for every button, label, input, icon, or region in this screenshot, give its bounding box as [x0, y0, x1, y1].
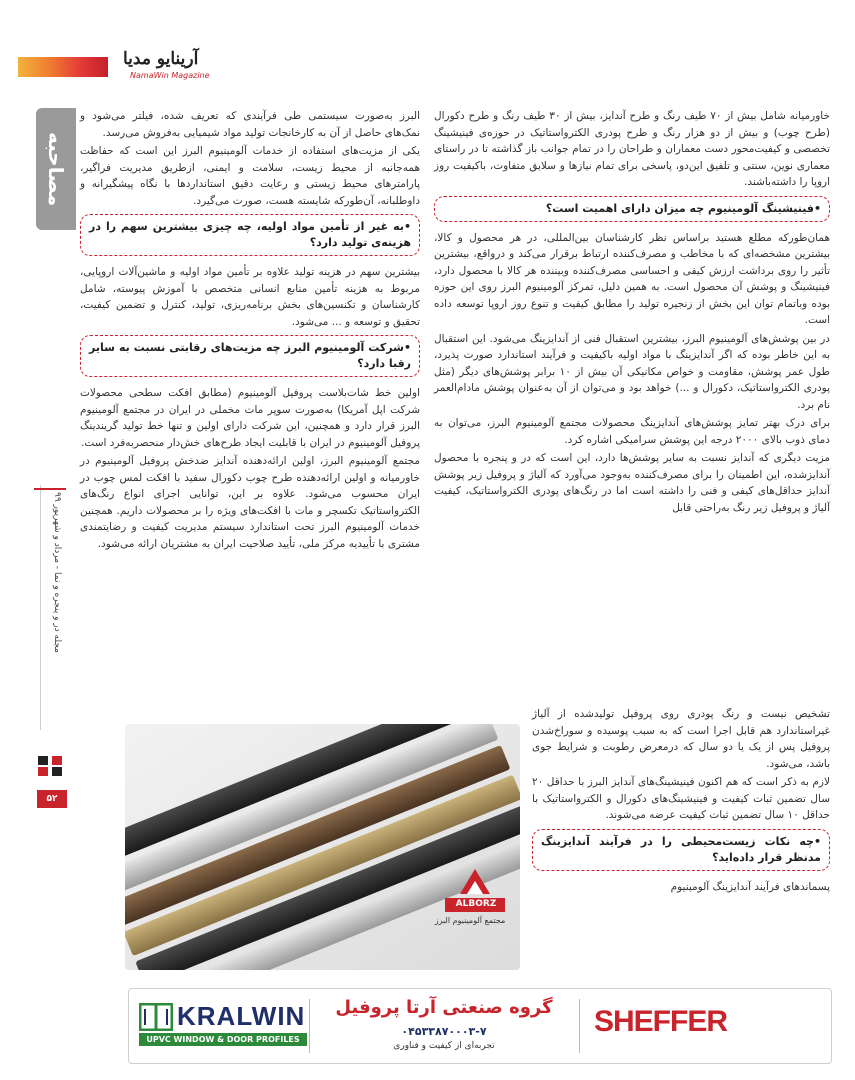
paragraph: البرز به‌صورت سیستمی طی فرآیندی که تعریف شده، فیلتر می‌شود و نمک‌های حاصل از آن به کارخانجات تولید مواد شیمیایی به‌فروش می‌رسد. [80, 110, 420, 139]
paragraph: همان‌طورکه مطلع هستید براساس نظر کارشناسان بین‌المللی، در هر محصول و کالا، بیشترین مشخصه‌ای که با مخاطب و مصرف‌کننده ارتباط برقرار می‌کند و درواقع، بیشترین تأثیر را روی برداشت ارزش کیفی و احساسی مصرف‌کننده وبیننده هر کالا با محصول دارد، فینیشینگ و پوشش آن محصول است. به همین دلیل، تمرکز آلومینیوم البرز روی این حوزه بوده وباتمام توان این بخش از زنجیره تولید را مطابق کیفیت و تنوع روز اروپا توسعه داده است. [434, 231, 830, 326]
kralwin-tagline: UPVC WINDOW & DOOR PROFILES [139, 1033, 307, 1046]
aluminum-profiles-photo [125, 724, 520, 970]
article-column-left [80, 108, 420, 554]
alborz-brand: ALBORZ [455, 899, 497, 909]
ad-tagline: تجربه‌ای از کیفیت و فناوری [393, 1041, 495, 1051]
paragraph: در بین پوشش‌های آلومینیوم البرز، بیشترین استقبال فنی از آندایزینگ می‌شود. این استقبال به این خاطر بوده که اگر آندایزینگ با مواد اولیه باکیفیت و فرآیند استاندارد صورت پذیرد، طول عمر پوشش، مقاومت و خواص مکانیکی آن بیش از ۱۰ برابر پوشش‌های دیگر (مثل پودری الکترواستاتیک، دکورال و ...) خواهد بود و می‌توان از آن به‌عنوان پوشش مادام‌العمر نام برد. [434, 332, 830, 411]
sidebar-accent-tick [34, 488, 66, 490]
ad-divider [579, 999, 580, 1053]
paragraph: مزیت دیگری که آندایز نسبت به سایر پوشش‌ها دارد، این است که در و پنجره با محصول آندایزشده، این اطمینان را برای مصرف‌کننده به‌وجود می‌آورد که آلیاژ و پروفیل زیر پوشش آندایز حداقل‌های کیفی و فنی را داشته است اما در رنگ‌های پودری الکترواستاتیک، کیفیت آلیاژ و پروفیل زیر رنگ به‌راحتی قابل [434, 452, 830, 514]
logo-title: آرینایو مدیا [123, 49, 199, 69]
ad-phone: ۰۴۵۳۳۸۷۰۰۰۳-۷ [401, 1025, 487, 1038]
paragraph: خاورمیانه شامل بیش از ۷۰ طیف رنگ و طرح آندایز، بیش از ۳۰ طیف رنگ و طرح دکورال (طرح چوب) و بیش از دو هزار رنگ و طرح پودری الکترواستاتیک در حوزه‌ی فینیشینگ تخصصی و کیفیت‌محور دست معماران و طراحان را در تمام جوانب باز گذاشته تا در راستای معماری نوین، سنتی و تلفیق این‌دو، پاسخی برای تمام نیازها و سلایق متفاوت، باکیفیت روز اروپا را داشته‌باشند. [434, 110, 830, 188]
article-column-bottom [532, 706, 830, 897]
page-number: ۵۲ [37, 790, 67, 808]
window-frame-icon [139, 1003, 173, 1031]
section-label: مصاحبه [44, 131, 68, 207]
paragraph: پسماندهای فرآیند آندایزینگ آلومینیوم [670, 880, 830, 893]
paragraph: برای درک بهتر تمایز پوشش‌های آندایزینگ محصولات مجتمع آلومینیوم البرز، می‌توان به دمای ذوب بالای ۲۰۰۰ درجه این پوشش سرامیکی اشاره کرد. [434, 417, 830, 446]
paragraph: تشخیص نیست و رنگ پودری روی پروفیل تولیدشده از آلیاژ غیراستاندارد هم قابل اجرا است که به سبب پوسیده و سوراخ‌شدن پروفیل پس از یک یا دو سال که درمعرض رطوبت و شرایط جوی باشد، می‌شود. [532, 708, 830, 770]
sidebar-divider [40, 485, 41, 730]
kralwin-name: KRALWIN [177, 1001, 306, 1031]
section-tab [36, 108, 76, 230]
paragraph: لازم به ذکر است که هم اکنون فینیشینگ‌های آندایز البرز با حداقل ۲۰ سال تضمین ثبات کیفیت و فینیشینگ‌های دکورال و الکترواستاتیک با حداقل ۱۰ سال تضمین ثبات کیفیت عرضه می‌شوند. [532, 776, 830, 821]
paragraph: مجتمع آلومینیوم البرز، اولین ارائه‌دهنده آندایز ضدخش پروفیل آلومینیوم در خاورمیانه و اولین ارائه‌دهنده طرح چوب دکورال سفید با افکت لمس چوب در ایران محسوب می‌شود. علاوه بر این، توانایی اجرای انواع رنگ‌های الکترواستاتیک تکسچر و مات با افکت‌های ویژه را بر محصولات داریم. همچنین خدمات آلومینیوم البرز تحت استاندارد سیستم مدیریت کیفیت و رضایتمندی مشتری با تأییدیه مرکز ملی، تأیید صلاحیت ایران به مشتریان ارائه می‌شود. [80, 455, 420, 550]
magazine-logo [18, 45, 213, 85]
sheffer-logo: SHEFFER [594, 1005, 728, 1038]
issue-info: مجله در و پنجره و نما - مرداد و شهریور ۹۹ [52, 492, 62, 653]
paragraph: اولین خط شات‌بلاست پروفیل آلومینیوم (مطابق افکت سطحی محصولات شرکت اپل آمریکا) به‌صورت سوپر مات مخملی در ایران در مجتمع آلومینیوم البرز قرار دارد و همچنین، این شرکت دارای اولین و تنها خط تولید گریندینگ پروفیل آلومینیوم در ایران با قابلیت ایجاد طرح‌های خش‌دار منحصربه‌فرد است. [80, 387, 420, 449]
question-box: •شرکت آلومینیوم البرز چه مزیت‌های رقابتی نسبت به سایر رقبا دارد؟ [80, 335, 420, 377]
ad-divider [309, 999, 310, 1053]
logo-subtitle: NamaWin Magazine [130, 71, 210, 80]
photo-caption: مجتمع آلومینیوم البرز [434, 916, 506, 925]
logo-color-stripe [18, 57, 108, 77]
paragraph: یکی از مزیت‌های استفاده از خدمات آلومینیوم البرز این است که حفاظت همه‌جانبه از محیط زیست، سلامت و ایمنی، ازطریق مدیریت فراگیر، پارامترهای محیط زیستی و رعایت دقیق استانداردها با نگاه پیشگیرانه و داوطلبانه، آن‌طورکه شایسته هست، صورت می‌گیرد. [80, 145, 420, 207]
question-box: •به غیر از تأمین مواد اولیه، چه چیزی بیشترین سهم را در هزینه‌ی تولید دارد؟ [80, 214, 420, 256]
question-box: •چه نکات زیست‌محیطی را در فرآیند آندایزینگ مدنظر قرار داده‌اید؟ [532, 829, 830, 871]
ad-banner[interactable] [128, 988, 832, 1064]
ad-company-name: گروه صنعتی آرتا پروفیل [335, 997, 553, 1018]
window-icon [36, 752, 66, 780]
article-column-right [434, 108, 830, 518]
paragraph: بیشترین سهم در هزینه تولید علاوه بر تأمین مواد اولیه و ماشین‌آلات اروپایی، مربوط به هزینه تأمین منابع انسانی متخصص با آموزش پیوسته، شامل کارشناسان و تکنسین‌های بخش برنامه‌ریزی، تولید، کنترل و تضمین کیفیت، تحقیق و توسعه و ... می‌شود. [80, 266, 420, 328]
kralwin-logo [139, 1001, 309, 1047]
question-box: •فینیشینگ آلومینیوم چه میزان دارای اهمیت است؟ [434, 196, 830, 222]
